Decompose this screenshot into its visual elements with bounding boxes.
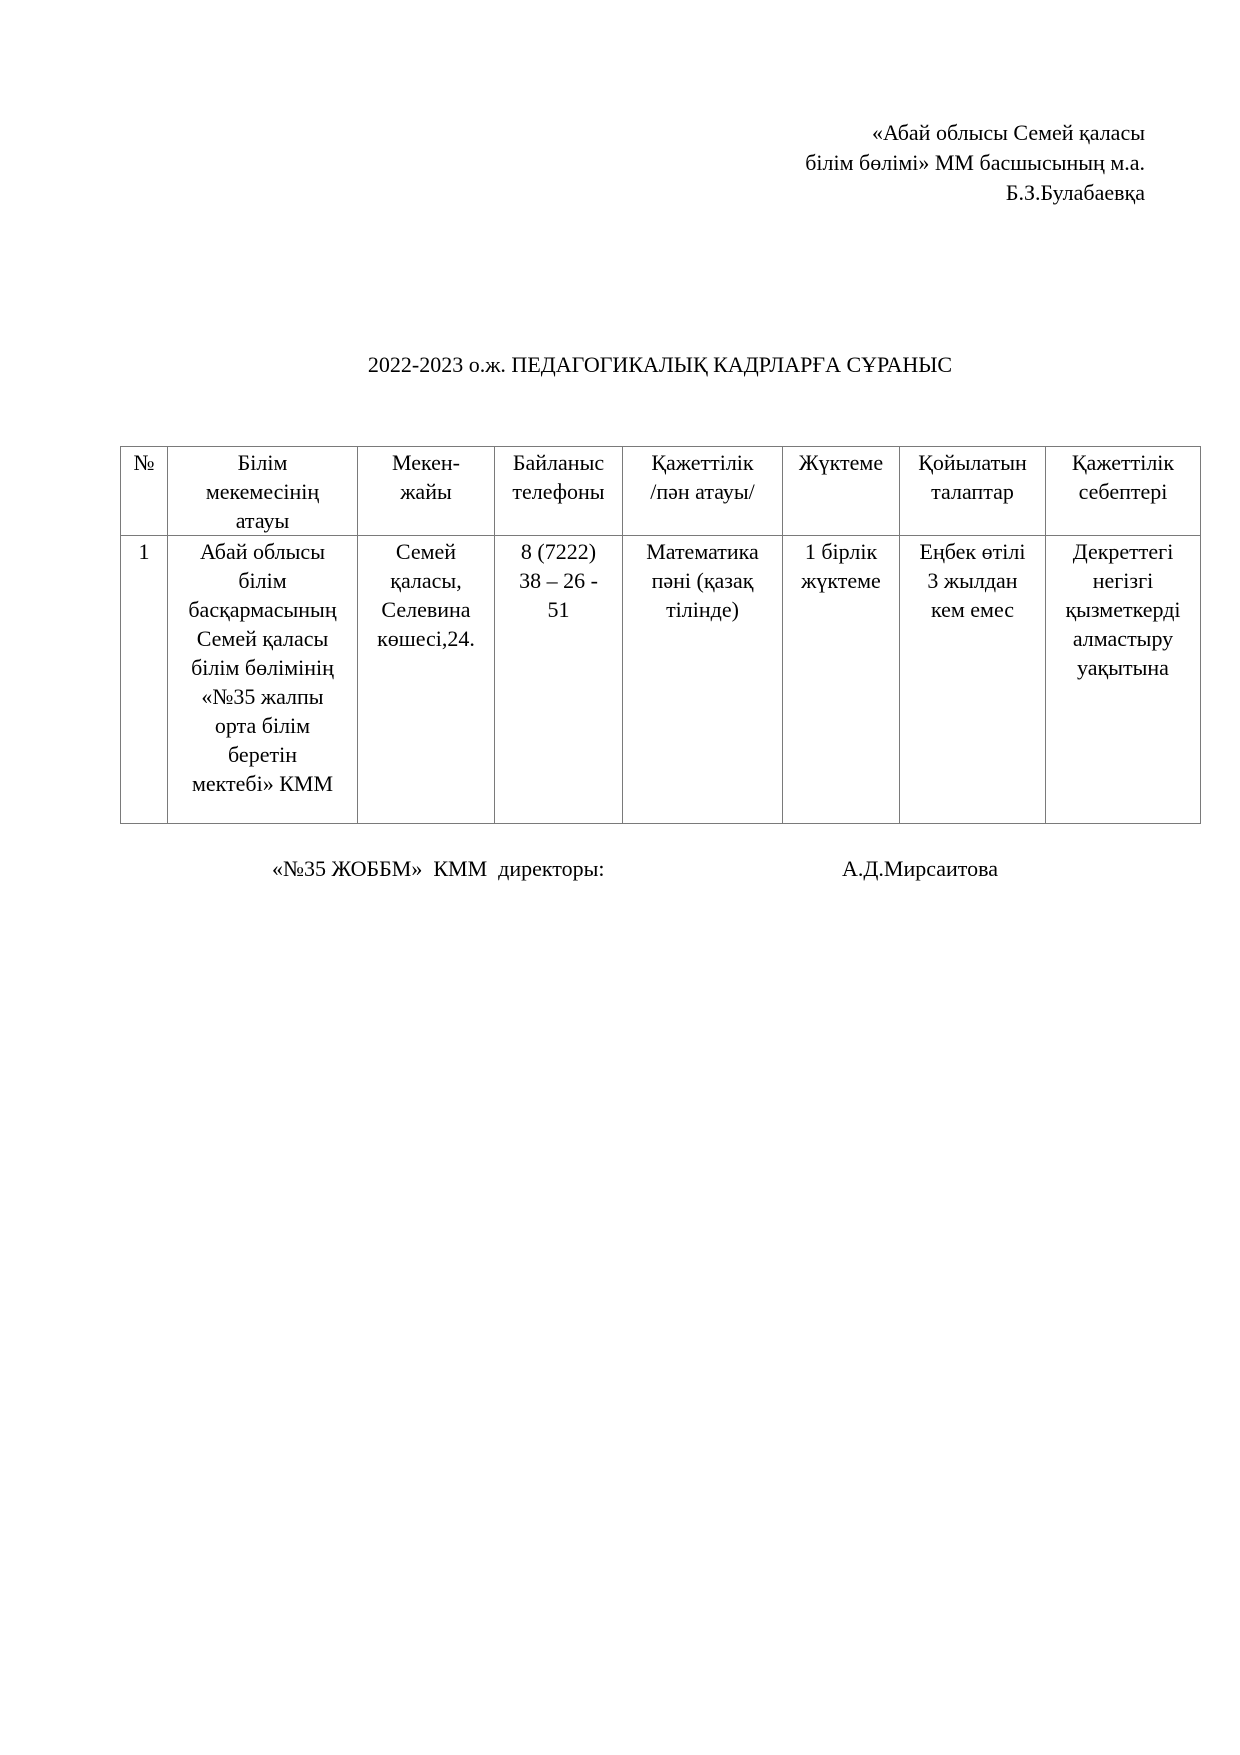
cell-line: жүктеме bbox=[801, 568, 881, 593]
header-line: Қажеттілік bbox=[651, 450, 754, 475]
cell-line: Еңбек өтілі bbox=[919, 539, 1026, 564]
signature-position: «№35 ЖОББМ» КММ директоры: bbox=[272, 856, 605, 881]
header-cell-subject bbox=[623, 447, 783, 536]
cell-requirements bbox=[900, 536, 1046, 824]
header-cell-address bbox=[358, 447, 495, 536]
header-line: мекемесінің bbox=[205, 479, 320, 504]
addressee-line: білім бөлімі» ММ басшысының м.а. bbox=[805, 150, 1145, 175]
addressee-name: Б.З.Булабаевқа bbox=[1005, 180, 1145, 205]
cell-line: Абай облысы bbox=[200, 539, 325, 564]
cell-reasons bbox=[1046, 536, 1201, 824]
cell-line: қаласы, bbox=[390, 568, 462, 593]
cell-line: қызметкерді bbox=[1065, 597, 1181, 622]
header-cell-reasons bbox=[1046, 447, 1201, 536]
header-line: /пән атауы/ bbox=[650, 479, 755, 504]
header-line: талаптар bbox=[931, 479, 1014, 504]
header-line: атауы bbox=[235, 508, 290, 533]
cell-line: 51 bbox=[547, 597, 570, 622]
addressee-block bbox=[805, 118, 1145, 208]
cell-line: алмастыру bbox=[1072, 626, 1174, 651]
cell-phone bbox=[495, 536, 623, 824]
cell-line: Декреттегі bbox=[1072, 539, 1174, 564]
cell-line: 1 bbox=[138, 539, 150, 564]
cell-line: орта білім bbox=[214, 713, 311, 738]
header-line: жайы bbox=[400, 479, 452, 504]
cell-institution bbox=[168, 536, 358, 824]
staff-request-table bbox=[120, 446, 1201, 824]
cell-line: тілінде) bbox=[666, 597, 739, 622]
cell-line: білім bbox=[238, 568, 287, 593]
cell-line: кем емес bbox=[930, 597, 1015, 622]
cell-line: Математика bbox=[646, 539, 759, 564]
cell-line: 8 (7222) bbox=[520, 539, 597, 564]
header-cell-workload bbox=[783, 447, 900, 536]
cell-line: мектебі» КММ bbox=[191, 771, 334, 796]
cell-line: білім бөлімінің bbox=[191, 655, 334, 680]
header-line: телефоны bbox=[512, 479, 605, 504]
cell-line: басқармасының bbox=[188, 597, 337, 622]
cell-line: Семей bbox=[395, 539, 457, 564]
table-row bbox=[121, 536, 1201, 824]
cell-line: пәні (қазақ bbox=[651, 568, 754, 593]
cell-line: «№35 жалпы bbox=[201, 684, 324, 709]
cell-subject bbox=[623, 536, 783, 824]
header-line: Қажеттілік bbox=[1071, 450, 1175, 475]
cell-line: беретін bbox=[228, 742, 297, 767]
header-line: Мекен- bbox=[391, 450, 461, 475]
cell-address bbox=[358, 536, 495, 824]
header-line: себептері bbox=[1078, 479, 1168, 504]
document-title: 2022-2023 о.ж. ПЕДАГОГИКАЛЫҚ КАДРЛАРҒА СҰРАНЫС bbox=[367, 352, 953, 377]
header-cell-institution bbox=[168, 447, 358, 536]
cell-line: 3 жылдан bbox=[927, 568, 1018, 593]
cell-line: 38 – 26 - bbox=[519, 568, 598, 593]
cell-line: 1 бірлік bbox=[804, 539, 878, 564]
cell-workload bbox=[783, 536, 900, 824]
header-line: Білім bbox=[237, 450, 288, 475]
header-cell-requirements bbox=[900, 447, 1046, 536]
header-cell-phone bbox=[495, 447, 623, 536]
cell-line: уақытына bbox=[1077, 655, 1169, 680]
cell-line: көшесі,24. bbox=[377, 626, 475, 651]
signature-name: А.Д.Мирсаитова bbox=[842, 856, 998, 881]
header-line: Қойылатын bbox=[918, 450, 1027, 475]
table-header-row bbox=[121, 447, 1201, 536]
cell-line: Селевина bbox=[381, 597, 471, 622]
header-line: Жүктеме bbox=[798, 450, 884, 475]
cell-line: негізгі bbox=[1092, 568, 1154, 593]
header-line: № bbox=[133, 450, 155, 475]
addressee-line: «Абай облысы Семей қаласы bbox=[871, 120, 1145, 145]
header-cell-number bbox=[121, 447, 168, 536]
header-line: Байланыс bbox=[512, 450, 605, 475]
cell-line: Семей қаласы bbox=[196, 626, 329, 651]
cell-number bbox=[121, 536, 168, 824]
